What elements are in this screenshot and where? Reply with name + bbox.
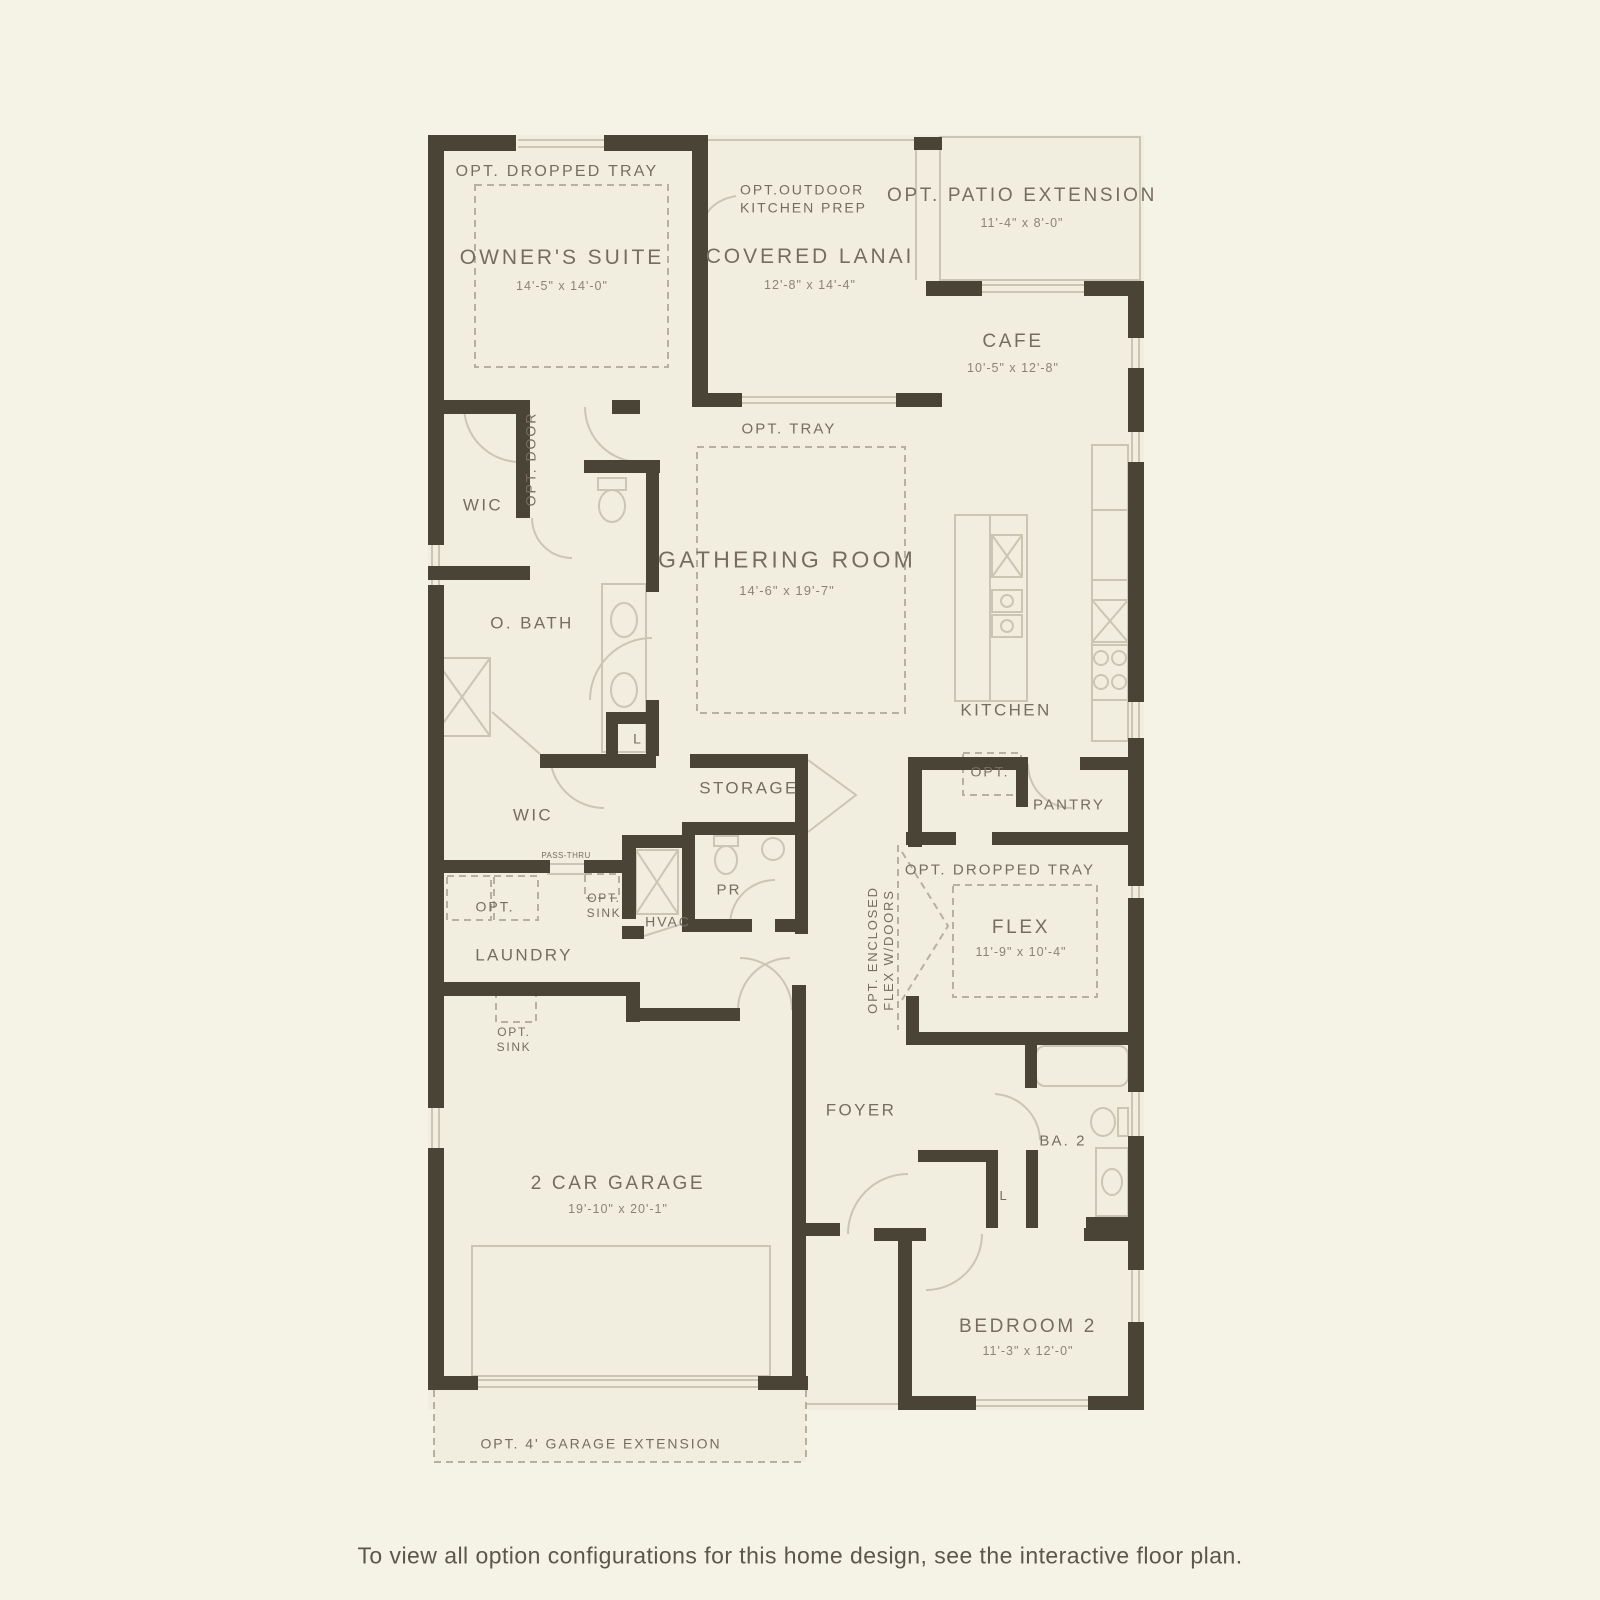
covered-lanai-label: COVERED LANAI — [705, 244, 915, 268]
gathering-room-dims: 14'-6" x 19'-7" — [739, 582, 835, 598]
opt-enclosed-flex-line1: OPT. ENCLOSED — [864, 886, 880, 1014]
opt-outdoor-kitchen-label — [740, 182, 867, 217]
opt-sink-garage-line1: OPT. — [497, 1025, 531, 1039]
pantry-label: PANTRY — [1032, 796, 1106, 814]
opt-sink-laundry-label — [587, 891, 622, 921]
hvac-label: HVAC — [645, 913, 691, 930]
owners-suite-dims: 14'-5" x 14'-0" — [516, 279, 608, 294]
page-caption: To view all option configurations for this home design, see the interactive floor plan. — [357, 1542, 1243, 1569]
gathering-room-label: GATHERING ROOM — [657, 546, 917, 573]
opt-enclosed-flex-label — [865, 886, 898, 1014]
opt-dropped-tray-flex-label: OPT. DROPPED TRAY — [904, 861, 1096, 879]
powder-room-label: PR — [716, 881, 742, 899]
opt-outdoor-kitchen-line2: KITCHEN PREP — [740, 199, 867, 215]
cafe-label: CAFE — [982, 331, 1044, 353]
opt-door-label: OPT. DOOR — [522, 411, 539, 507]
opt-enclosed-flex-line2: FLEX W/DOORS — [881, 889, 896, 1011]
opt-sink-garage-line2: SINK — [496, 1040, 532, 1054]
bath-2-label: BA. 2 — [1039, 1132, 1087, 1150]
patio-extension-dims: 11'-4" x 8'-0" — [980, 216, 1064, 231]
foyer-label: FOYER — [825, 1100, 897, 1120]
pass-thru-label: PASS-THRU — [541, 851, 591, 860]
laundry-label: LAUNDRY — [475, 945, 573, 965]
opt-sink-laundry-line1: OPT. — [587, 891, 621, 905]
bedroom-2-label: BEDROOM 2 — [959, 1316, 1097, 1338]
opt-outdoor-kitchen-line1: OPT.OUTDOOR — [740, 181, 865, 198]
linen-bath-label: L — [633, 730, 643, 747]
garage-dims: 19'-10" x 20'-1" — [568, 1202, 668, 1217]
kitchen-label: KITCHEN — [960, 700, 1052, 720]
opt-sink-garage-label — [497, 1025, 532, 1055]
patio-extension-label: OPT. PATIO EXTENSION — [887, 185, 1157, 207]
opt-dropped-tray-owner-label: OPT. DROPPED TRAY — [455, 163, 659, 180]
wic-hall-label: WIC — [512, 805, 554, 825]
flex-label: FLEX — [991, 917, 1051, 939]
opt-garage-extension-label: OPT. 4' GARAGE EXTENSION — [480, 1435, 722, 1452]
garage-label: 2 CAR GARAGE — [530, 1173, 706, 1195]
flex-dims: 11'-9" x 10'-4" — [975, 945, 1067, 960]
opt-kitchen-label: OPT. — [970, 763, 1010, 780]
covered-lanai-dims: 12'-8" x 14'-4" — [764, 278, 856, 293]
bedroom-2-dims: 11'-3" x 12'-0" — [982, 1344, 1074, 1359]
storage-label: STORAGE — [699, 778, 799, 798]
cafe-dims: 10'-5" x 12'-8" — [967, 361, 1059, 376]
opt-tray-label: OPT. TRAY — [741, 420, 837, 438]
linen-hall-label: L — [999, 1187, 1009, 1203]
opt-laundry-label: OPT. — [475, 898, 515, 915]
wic-owner-label: WIC — [462, 495, 504, 515]
owners-suite-label: OWNER'S SUITE — [459, 245, 665, 269]
owner-bath-label: O. BATH — [490, 613, 574, 633]
opt-sink-laundry-line2: SINK — [586, 906, 622, 920]
